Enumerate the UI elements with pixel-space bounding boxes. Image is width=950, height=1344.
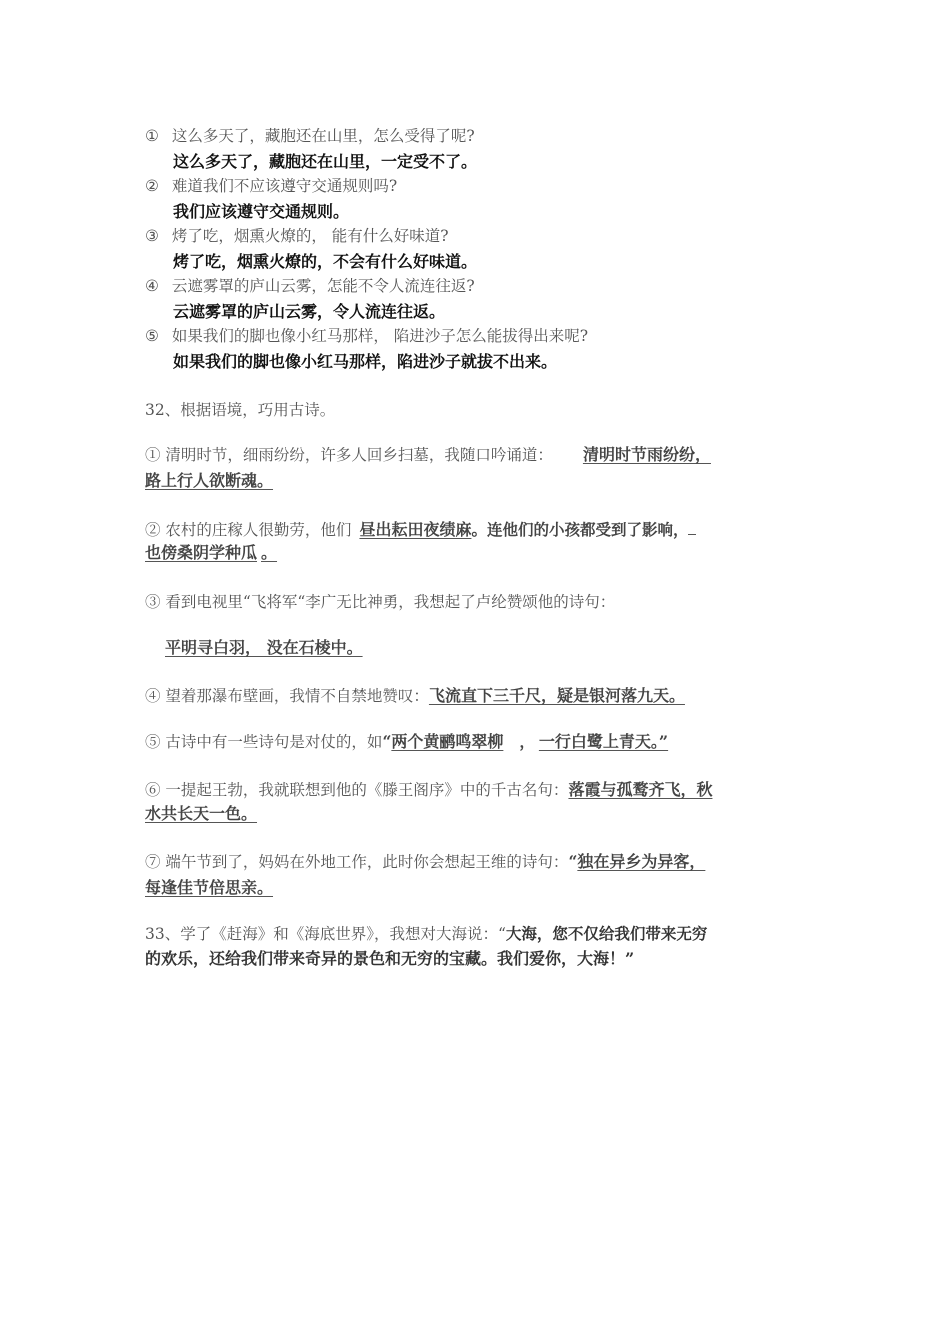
prompt-text: ⑦ 端午节到了，妈妈在外地工作，此时你会想起王维的诗句： bbox=[145, 853, 569, 871]
essay-answer: 的欢乐，还给我们带来奇异的景色和无穷的宝藏。我们爱你，大海！” bbox=[145, 949, 635, 968]
poem-item-3-answer-line bbox=[145, 636, 389, 660]
prompt-text: ⑥ 一提起王勃，我就联想到他的《滕王阁序》中的千古名句： bbox=[145, 781, 569, 799]
poem-item-1-cont bbox=[145, 469, 295, 493]
poem-item-4 bbox=[145, 684, 685, 708]
rewrite-question-5 bbox=[145, 324, 588, 348]
poem-answer: 一行白鹭上青天。” bbox=[538, 732, 669, 751]
separator: ， bbox=[519, 732, 535, 751]
poem-item-2 bbox=[145, 516, 696, 542]
question-text: 这么多天了，藏胞还在山里，怎么受得了呢? bbox=[171, 127, 475, 145]
poem-item-5 bbox=[145, 730, 668, 754]
item-number: ⑤ bbox=[145, 327, 159, 345]
poem-answer: 水共长天一色。 bbox=[145, 804, 258, 823]
quote-mark: “ bbox=[382, 732, 392, 751]
poem-answer: 清明时节雨纷纷， bbox=[582, 445, 711, 464]
item-number: ③ bbox=[145, 227, 159, 245]
poem-answer: 也傍桑阴学种瓜 bbox=[145, 543, 258, 562]
prompt-text: ① 清明时节，细雨纷纷，许多人回乡扫墓，我随口吟诵道： bbox=[145, 446, 553, 464]
poem-item-2-cont bbox=[145, 541, 277, 565]
rewrite-answer-5: 如果我们的脚也像小红马那样，陷进沙子就拔不出来。 bbox=[173, 352, 558, 371]
prompt-text: 。连他们的小孩都受到了影响， bbox=[471, 520, 689, 539]
prompt-text: ② 农村的庄稼人很勤劳，他们 bbox=[145, 521, 352, 539]
poem-answer: 两个黄鹂鸣翠柳 bbox=[391, 732, 504, 751]
rewrite-answer-3: 烤了吃，烟熏火燎的，不会有什么好味道。 bbox=[173, 252, 478, 271]
poem-item-1 bbox=[145, 443, 711, 467]
question-32-title: 32、根据语境，巧用古诗。 bbox=[145, 401, 336, 419]
question-text: 云遮雾罩的庐山云雾，怎能不令人流连往返? bbox=[171, 277, 475, 295]
prompt-text: ⑤ 古诗中有一些诗句是对仗的，如 bbox=[145, 733, 383, 751]
rewrite-answer-4: 云遮雾罩的庐山云雾，令人流连往返。 bbox=[173, 302, 446, 321]
item-number: ② bbox=[145, 177, 159, 195]
rewrite-answer-1: 这么多天了，藏胞还在山里，一定受不了。 bbox=[173, 152, 478, 171]
poem-item-7-cont bbox=[145, 876, 273, 900]
quote-mark: “ bbox=[568, 852, 578, 871]
item-number: ① bbox=[145, 127, 159, 145]
poem-answer: 飞流直下三千尺，疑是银河落九天。 bbox=[428, 686, 685, 705]
essay-answer: 大海，您不仅给我们带来无穷 bbox=[505, 924, 708, 943]
rewrite-question-2 bbox=[145, 174, 397, 198]
question-text: 难道我们不应该遵守交通规则吗? bbox=[171, 177, 398, 195]
poem-answer: 。 bbox=[261, 543, 278, 562]
poem-item-7 bbox=[145, 850, 705, 874]
poem-answer: 平明寻白羽， 没在石棱中。 bbox=[165, 638, 363, 657]
prompt-text: 33、学了《赶海》和《海底世界》，我想对大海说：“ bbox=[145, 925, 506, 943]
rewrite-question-4 bbox=[145, 274, 475, 298]
item-number: ④ bbox=[145, 277, 159, 295]
rewrite-question-1 bbox=[145, 124, 475, 148]
question-33-cont bbox=[145, 947, 634, 971]
prompt-text: ④ 望着那瀑布壁画，我情不自禁地赞叹： bbox=[145, 687, 429, 705]
question-33 bbox=[145, 922, 707, 946]
rewrite-answer-2: 我们应该遵守交通规则。 bbox=[173, 202, 350, 221]
question-text: 烤了吃，烟熏火燎的， 能有什么好味道? bbox=[171, 227, 449, 245]
poem-answer: 路上行人欲断魂。 bbox=[145, 471, 274, 490]
poem-answer: 独在异乡为异客， bbox=[577, 852, 706, 871]
poem-answer: 每逢佳节倍思亲。 bbox=[145, 878, 274, 897]
poem-item-6 bbox=[145, 778, 712, 802]
question-text: 如果我们的脚也像小红马那样， 陷进沙子怎么能拔得出来呢? bbox=[171, 327, 589, 345]
poem-answer: 落霞与孤鹜齐飞，秋 bbox=[568, 780, 713, 799]
poem-answer: 昼出耘田夜绩麻 bbox=[359, 520, 472, 539]
answer-blank bbox=[688, 516, 696, 535]
rewrite-question-3 bbox=[145, 224, 449, 248]
poem-item-6-cont bbox=[145, 802, 257, 826]
poem-item-3: ③ 看到电视里“飞将军“李广无比神勇，我想起了卢纶赞颂他的诗句： bbox=[145, 593, 616, 611]
